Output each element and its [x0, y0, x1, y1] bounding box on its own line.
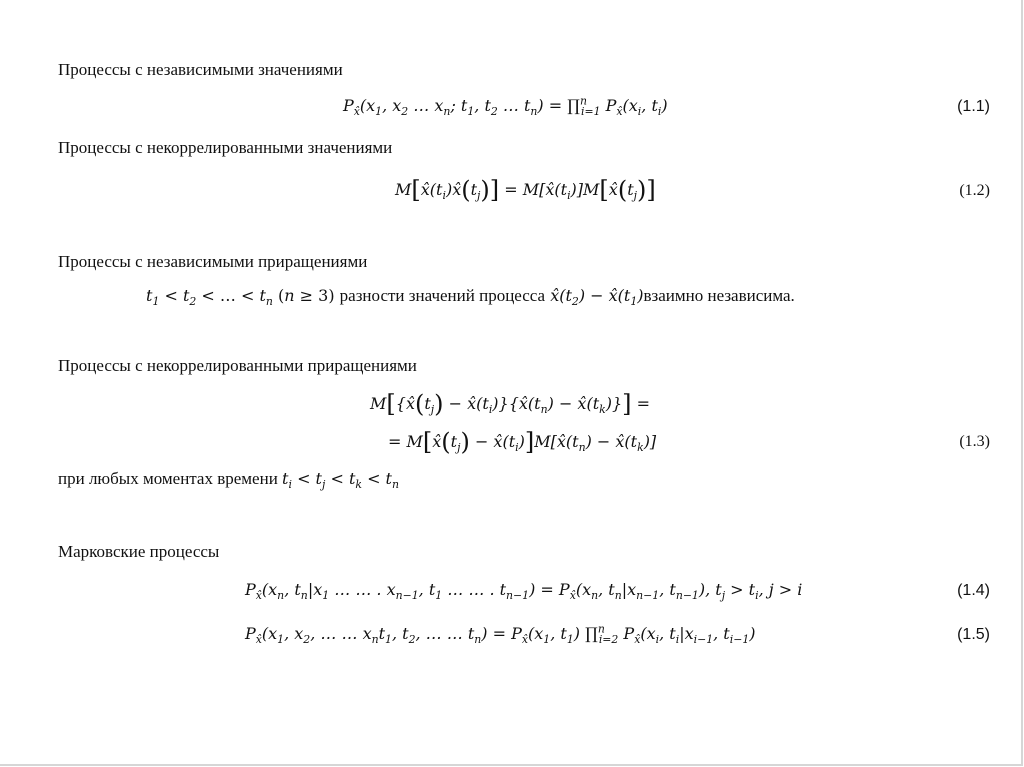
equation-number-1-3: (1.3) — [959, 433, 990, 450]
heading-markov-processes: Марковские процессы — [58, 542, 220, 561]
formula-1-3-line2: = $M[x̂(t_j)$ − $x̂(t_i)]M[x̂(t_n)$ − $x̂(t_k)$] — [388, 428, 657, 456]
formula-1-5: $P_{x̂}(x_1$, $x_2$, … … $x_nt_1$, $t_2$, … … $t_n) = P_{x̂}(x_1$, $t_1$) ∏$^n_{i=2}$ $P_{x̂}(x_i$, $t_i|x_{i-1}$, $t_{i-1}$) — [245, 622, 756, 647]
formula-1-2: $M[x̂(t_i)x̂(t_j)]$ = $M[x̂(t_i)]M[x̂(t_j)]$ — [395, 176, 656, 204]
heading-uncorrelated-values: Процессы с некоррелированными значениями — [58, 138, 393, 157]
formula-1-1: $P_{x̂}(x_1$, $x_2$ … $x_n$; $t_1$, $t_2$ … $t_n$) = ∏$^n_{i=1}$ $P_{x̂}(x_i$, $t_i$) — [343, 94, 668, 119]
condition-text: при любых моментах времени — [58, 469, 278, 488]
formula-independent-increments: $t_1 < t_2$ < … < $t_n$ (n ≥ 3) разности значений процесса $x̂(t_2)$ − $x̂(t_1)взаимно$ независима. — [146, 286, 795, 309]
equation-number-1-2: (1.2) — [959, 182, 990, 199]
formula-1-4: $P_{x̂}(x_n$, $t_n|x_1$ … … . $x_{n-1}$, $t_1$ … … . $t_{n-1}) = P_{x̂}(x_n$, $t_n|x_{n-1}$, $t_{n-1}$), $t_j > t_i$, j > i — [245, 580, 803, 603]
heading-independent-increments: Процессы с независимыми приращениями — [58, 252, 368, 271]
equation-number-1-4: (1.4) — [957, 582, 990, 599]
increments-text-1: разности значений процесса — [339, 286, 546, 305]
heading-independent-values: Процессы с независимыми значениями — [58, 60, 343, 79]
equation-number-1-5: (1.5) — [957, 626, 990, 643]
increments-text-2: взаимно независима. — [643, 286, 795, 305]
heading-uncorrelated-increments: Процессы с некоррелированными приращениями — [58, 356, 417, 375]
equation-number-1-1: (1.1) — [957, 98, 990, 115]
condition-line — [58, 469, 399, 492]
condition-math: $t_i < t_j < t_k < t_n$ — [282, 469, 399, 492]
formula-1-3-line1: $M[\{x̂(t_j)$ − $x̂(t_i)\}\{x̂(t_n)$ − $x̂(t_k)$}] = — [370, 390, 651, 418]
